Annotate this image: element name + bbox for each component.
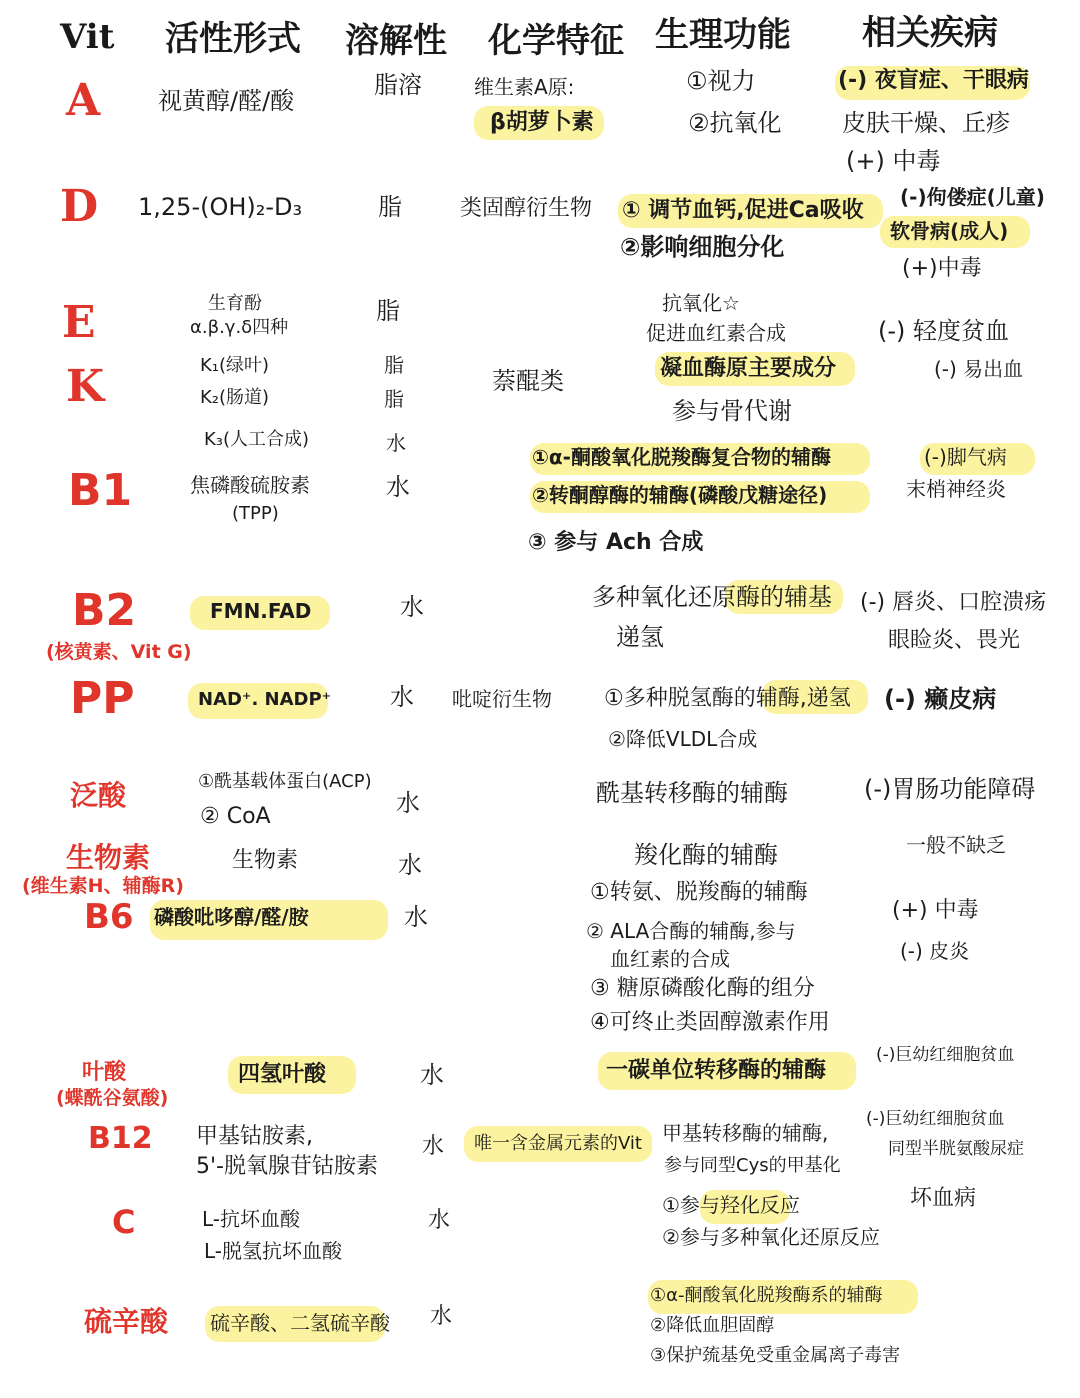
disease-item: 皮肤干燥、丘疹	[842, 109, 1010, 137]
active-form: 四氢叶酸	[238, 1062, 327, 1087]
header-function: 生理功能	[655, 15, 791, 55]
solubility: 水	[422, 1134, 445, 1159]
function-item: ①α-酮酸氧化脱羧酶复合物的辅酶	[532, 445, 831, 469]
solubility: 水	[400, 593, 424, 621]
active-form: 甲基钴胺素,	[196, 1124, 313, 1149]
disease-item: (-) 唇炎、口腔溃疡	[860, 590, 1047, 615]
vitamin-name: K	[66, 361, 105, 412]
disease-item: 一般不缺乏	[906, 833, 1006, 857]
vitamin-alias: (维生素H、辅酶R)	[22, 875, 184, 897]
solubility: 水	[396, 789, 420, 817]
disease-item: 眼睑炎、畏光	[888, 628, 1021, 653]
function-item: ①多种脱氢酶的辅酶,递氢	[604, 686, 851, 711]
vitamin-name: 硫辛酸	[84, 1305, 169, 1338]
function-item: ② ALA合酶的辅酶,参与	[586, 919, 796, 943]
chem-feature: 维生素A原:	[474, 75, 575, 99]
solubility: 脂	[378, 193, 402, 221]
function-item: ① 调节血钙,促进Ca吸收	[622, 198, 864, 223]
active-form: (TPP)	[232, 503, 279, 524]
vitamin-name: B1	[68, 465, 133, 516]
vitamin-name: PP	[70, 673, 135, 724]
function-item: ①视力	[686, 67, 756, 95]
solubility: 水	[428, 1208, 451, 1233]
chem-feature: 类固醇衍生物	[460, 196, 593, 221]
function-item: ①α-酮酸氧化脱羧酶系的辅酶	[650, 1285, 883, 1306]
solubility: 脂	[384, 353, 404, 377]
function-item: 血红素的合成	[610, 947, 730, 971]
vitamin-name: E	[62, 297, 96, 348]
active-form: 视黄醇/醛/酸	[158, 87, 295, 115]
vitamin-alias: (核黄素、Vit G)	[46, 641, 192, 663]
function-item: 参与同型Cys的甲基化	[664, 1155, 841, 1176]
function-item: ①转氨、脱羧酶的辅酶	[590, 880, 808, 905]
disease-item: 软骨病(成人)	[890, 219, 1009, 243]
function-item: 多种氧化还原酶的辅基	[592, 583, 832, 611]
disease-item: (+) 中毒	[846, 147, 941, 175]
active-form: ② CoA	[200, 804, 271, 829]
vitamin-name: D	[60, 181, 99, 232]
solubility: 水	[420, 1061, 444, 1089]
function-item: 促进血红素合成	[646, 321, 786, 345]
vitamin-name: B6	[84, 897, 134, 937]
disease-item: 坏血病	[910, 1186, 977, 1211]
active-form: NAD⁺. NADP⁺	[198, 689, 332, 710]
active-form: K₃(人工合成)	[204, 429, 310, 450]
disease-item: (-) 夜盲症、干眼病	[838, 68, 1029, 93]
chem-feature: β胡萝卜素	[490, 110, 594, 135]
active-form: L-抗坏血酸	[202, 1207, 301, 1231]
function-item: ③ 糖原磷酸化酶的组分	[590, 976, 815, 1001]
function-item: ②参与多种氧化还原反应	[662, 1225, 880, 1249]
vitamin-name: 泛酸	[70, 779, 127, 812]
active-form: 硫辛酸、二氢硫辛酸	[210, 1311, 390, 1335]
header-vit: Vit	[60, 17, 115, 57]
disease-item: (-)巨幼红细胞贫血	[876, 1045, 1015, 1065]
vitamin-name: A	[66, 75, 101, 126]
disease-item: (-)佝偻症(儿童)	[900, 185, 1045, 209]
chem-feature: 吡啶衍生物	[452, 687, 552, 711]
disease-item: 同型半胱氨酸尿症	[888, 1139, 1024, 1159]
solubility: 水	[390, 683, 414, 711]
function-item: 参与骨代谢	[672, 397, 792, 425]
function-item: ②降低VLDL合成	[608, 727, 758, 751]
function-item: ③保护巯基免受重金属离子毒害	[650, 1345, 901, 1366]
active-form: 生育酚	[208, 293, 262, 314]
header-chem-feature: 化学特征	[488, 21, 624, 61]
active-form: 5'-脱氧腺苷钴胺素	[196, 1154, 378, 1179]
function-item: 凝血酶原主要成分	[660, 356, 837, 381]
function-item: 抗氧化☆	[662, 291, 740, 315]
solubility: 脂溶	[374, 71, 422, 99]
active-form: 生物素	[232, 848, 299, 873]
disease-item: (-)脚气病	[924, 445, 1007, 469]
active-form: 磷酸吡哆醇/醛/胺	[154, 905, 309, 929]
disease-item: (-) 癞皮病	[884, 685, 997, 713]
header-disease: 相关疾病	[862, 13, 998, 53]
vitamin-alias: (蝶酰谷氨酸)	[56, 1087, 169, 1109]
disease-item: (-)巨幼红细胞贫血	[866, 1109, 1005, 1129]
active-form: α.β.γ.δ四种	[190, 317, 289, 338]
disease-item: (+)中毒	[902, 256, 982, 281]
function-item: ①参与羟化反应	[662, 1193, 800, 1217]
solubility: 水	[404, 903, 428, 931]
function-item: ②降低血胆固醇	[650, 1315, 775, 1336]
function-item: ②转酮醇酶的辅酶(磷酸戊糖途径)	[532, 483, 828, 507]
solubility: 脂	[384, 387, 404, 411]
function-item: 递氢	[616, 623, 664, 651]
vitamin-name: B2	[72, 585, 137, 636]
vitamin-name: C	[112, 1203, 136, 1241]
function-item: 一碳单位转移酶的辅酶	[606, 1058, 827, 1083]
disease-item: (-) 易出血	[934, 357, 1024, 381]
disease-item: (-)胃肠功能障碍	[864, 775, 1036, 803]
active-form: ①酰基载体蛋白(ACP)	[198, 771, 372, 792]
function-item: ②抗氧化	[688, 109, 782, 137]
disease-item: (+) 中毒	[892, 898, 979, 923]
function-item: ③ 参与 Ach 合成	[528, 530, 704, 555]
active-form: K₂(肠道)	[200, 387, 270, 408]
function-item: ②影响细胞分化	[620, 233, 785, 261]
solubility: 水	[386, 431, 406, 455]
vitamin-name: B12	[88, 1121, 153, 1156]
solubility: 水	[398, 851, 422, 879]
active-form: K₁(绿叶)	[200, 355, 270, 376]
active-form: L-脱氢抗坏血酸	[204, 1239, 343, 1263]
solubility: 脂	[376, 297, 400, 325]
active-form: 1,25-(OH)₂-D₃	[138, 193, 303, 221]
solubility: 水	[430, 1304, 453, 1329]
function-item: ④可终止类固醇激素作用	[590, 1010, 830, 1035]
function-item: 甲基转移酶的辅酶,	[662, 1121, 829, 1145]
chem-feature: 唯一含金属元素的Vit	[474, 1133, 642, 1154]
active-form: 焦磷酸硫胺素	[190, 473, 310, 497]
header-active-form: 活性形式	[165, 19, 301, 59]
header-solubility: 溶解性	[345, 21, 447, 61]
chem-feature: 萘醌类	[492, 367, 564, 395]
disease-item: (-) 轻度贫血	[878, 317, 1010, 345]
function-item: 羧化酶的辅酶	[634, 841, 778, 869]
function-item: 酰基转移酶的辅酶	[596, 779, 788, 807]
solubility: 水	[386, 473, 410, 501]
active-form: FMN.FAD	[210, 599, 312, 623]
vitamin-name: 叶酸	[82, 1060, 127, 1085]
vitamin-name: 生物素	[66, 841, 151, 874]
disease-item: 末梢神经炎	[906, 477, 1006, 501]
disease-item: (-) 皮炎	[900, 939, 970, 963]
